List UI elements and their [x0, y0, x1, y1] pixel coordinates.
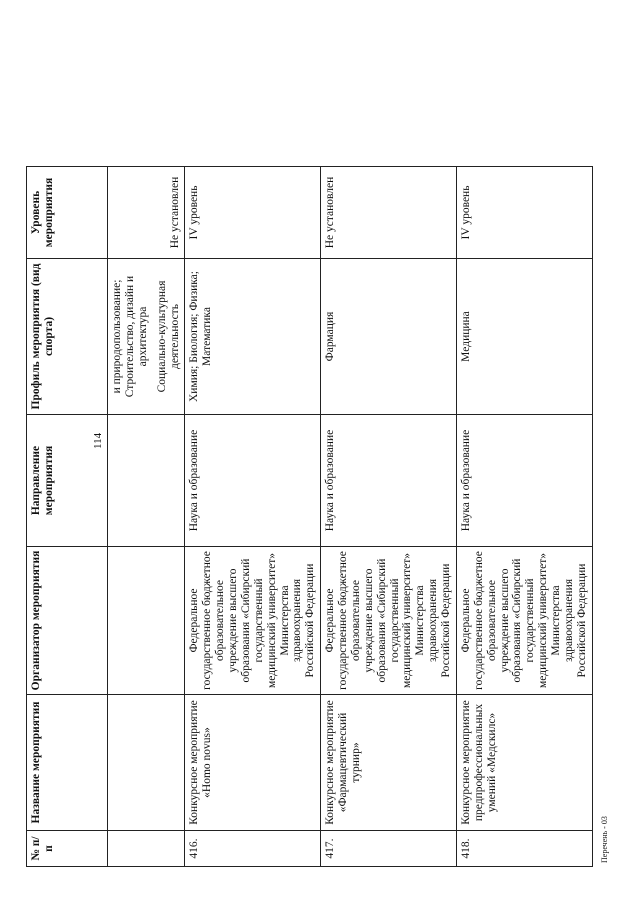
events-table: [26, 166, 593, 867]
header-organizer: Организатор мероприятия: [27, 547, 108, 695]
table-row: 417. Конкурсное мероприятие «Фармацевтический турнир» Федеральное государственное бюджетное образовательное учреждение высшего образования «Сибирский государственный медицинский университет» Министерства здравоохранения Российской Федерации Наука и образование Фармация Не установлен: [321, 167, 457, 867]
header-num: № п/п: [27, 831, 108, 867]
header-level: Уровень мероприятия: [27, 167, 108, 259]
table-row: 416. Конкурсное мероприятие «Homo novus» Федеральное государственное бюджетное образовательное учреждение высшего образования «Сибирский государственный медицинский университет» Министерства здравоохранения Российской Федерации Наука и образование Химия; Биология; Физика; Математика IV уровень: [185, 167, 321, 867]
continuation-profile: и природопользование; Строительство, дизайн и архитектура Социально-культурная деятельность: [108, 259, 185, 415]
header-row: [27, 167, 108, 867]
header-direction: Направление мероприятия: [27, 415, 108, 547]
continuation-row: [108, 167, 185, 867]
page-number: 114: [92, 432, 104, 449]
continuation-level: Не установлен: [108, 167, 185, 259]
header-name: Название мероприятия: [27, 695, 108, 831]
header-profile: Профиль мероприятия (вид спорта): [27, 259, 108, 415]
footer-note: Перечень - 03: [600, 816, 609, 863]
table-row: 418. Конкурсное мероприятие предпрофессиональных умений «Медскилс» Федеральное государственное бюджетное образовательное учреждение высшего образования «Сибирский государственный медицинский университет» Министерства здравоохранения Российской Федерации Наука и образование Медицина IV уровень: [456, 167, 592, 867]
